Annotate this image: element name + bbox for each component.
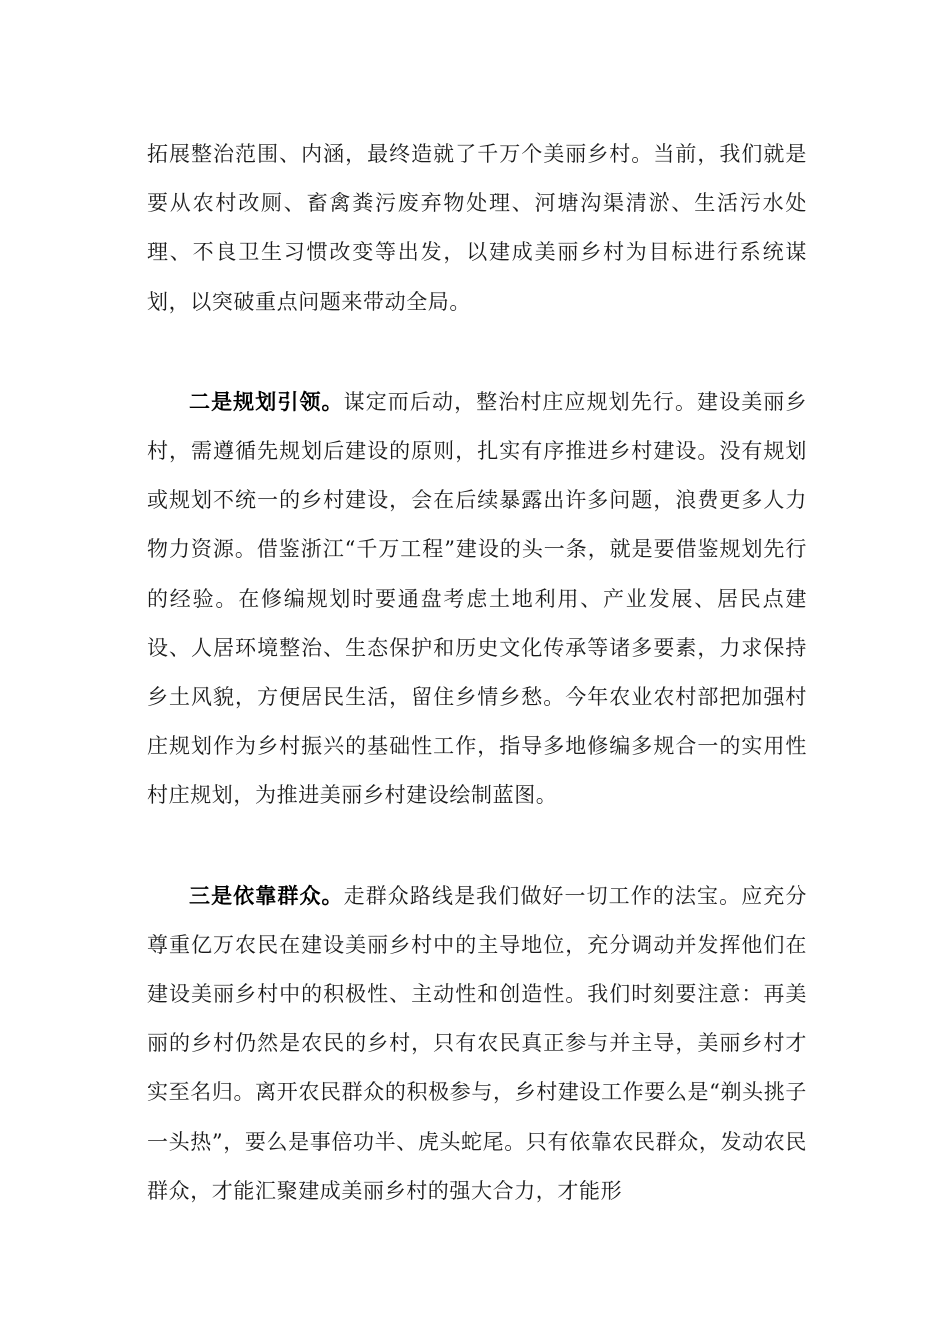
paragraph-text: 走群众路线是我们做好一切工作的法宝。应充分尊重亿万农民在建设美丽乡村中的主导地位，充分调动并发挥他们在建设美丽乡村中的积极性、主动性和创造性。我们时刻要注意：再美丽的乡村仍然是农民的乡村，只有农民真正参与并主导，美丽乡村才实至名归。离开农民群众的积极参与，乡村建设工作要么是“剃头挑子一头热”，要么是事倍功半、虎头蛇尾。只有依靠农民群众，发动农民群众，才能汇聚建成美丽乡村的强大合力，才能形 — [147, 883, 807, 1203]
paragraph-planning — [147, 377, 807, 821]
paragraph-masses — [147, 871, 807, 1216]
paragraph-lead: 三是依靠群众。 — [189, 882, 344, 908]
paragraph-continuation — [147, 130, 807, 327]
paragraph-text: 拓展整治范围、内涵，最终造就了千万个美丽乡村。当前，我们就是要从农村改厕、畜禽粪污废弃物处理、河塘沟渠清淤、生活污水处理、不良卫生习惯改变等出发，以建成美丽乡村为目标进行系统谋划，以突破重点问题来带动全局。 — [147, 142, 807, 314]
paragraph-lead: 二是规划引领。 — [189, 388, 344, 414]
document-body — [147, 130, 807, 1216]
paragraph-text: 谋定而后动，整治村庄应规划先行。建设美丽乡村，需遵循先规划后建设的原则，扎实有序推进乡村建设。没有规划或规划不统一的乡村建设，会在后续暴露出许多问题，浪费更多人力物力资源。借鉴浙江“千万工程”建设的头一条，就是要借鉴规划先行的经验。在修编规划时要通盘考虑土地利用、产业发展、居民点建设、人居环境整治、生态保护和历史文化传承等诸多要素，力求保持乡土风貌，方便居民生活，留住乡情乡愁。今年农业农村部把加强村庄规划作为乡村振兴的基础性工作，指导多地修编多规合一的实用性村庄规划，为推进美丽乡村建设绘制蓝图。 — [147, 389, 807, 808]
